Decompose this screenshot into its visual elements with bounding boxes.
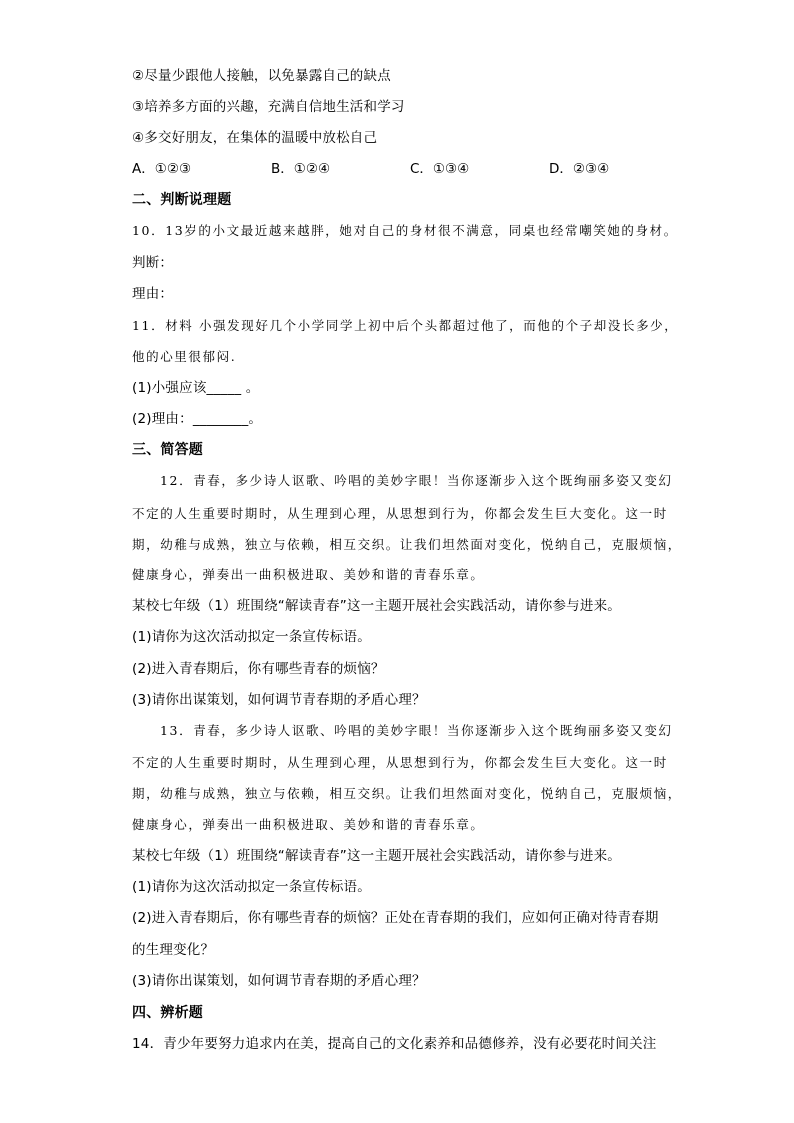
q12-para-line-3: 期，幼稚与成熟，独立与依赖，相互交织。让我们坦然面对变化，悦纳自己，克服烦恼， xyxy=(132,537,682,552)
q9-option-b: B．①②④ xyxy=(271,161,331,177)
q12-para-line-4: 健康身心，弹奏出一曲积极进取、美妙和谐的青春乐章。 xyxy=(132,567,485,582)
q11-sub-1: (1)小强应该_____ 。 xyxy=(132,380,260,396)
q11-sub-2: (2)理由：________。 xyxy=(132,411,263,427)
q11-stem-line-1: 11．材料 小强发现好几个小学同学上初中后个头都超过他了，而他的个子却没长多少， xyxy=(132,318,679,333)
q13-intro: 某校七年级（1）班围绕“解读青春”这一主题开展社会实践活动，请你参与进来。 xyxy=(132,848,621,864)
q9-option-a: A．①②③ xyxy=(132,161,192,177)
q13-para-line-4: 健康身心，弹奏出一曲积极进取、美妙和谐的青春乐章。 xyxy=(132,817,485,832)
q12-para-line-2: 不定的人生重要时期时，从生理到心理，从思想到行为，你都会发生巨大变化。这一时 xyxy=(132,506,668,521)
q9-item-2: ②尽量少跟他人接触，以免暴露自己的缺点 xyxy=(132,68,391,84)
q12-para-line-1: 12．青春，多少诗人讴歌、吟唱的美妙字眼！当你逐渐步入这个既绚丽多姿又变幻 xyxy=(160,473,673,488)
q9-item-4: ④多交好朋友，在集体的温暖中放松自己 xyxy=(132,130,378,146)
q12-sub-2: (2)进入青春期后，你有哪些青春的烦恼？ xyxy=(132,661,385,677)
q13-sub-3: (3)请你出谋策划，如何调节青春期的矛盾心理？ xyxy=(132,973,426,989)
q13-sub-2-line-2: 的生理变化？ xyxy=(132,942,215,958)
q9-option-d: D．②③④ xyxy=(549,161,610,177)
q11-stem-line-2: 他的心里很郁闷. xyxy=(132,349,237,364)
section-4-title: 四、辨析题 xyxy=(132,1005,203,1021)
q9-option-c: C．①③④ xyxy=(410,161,470,177)
q13-sub-2-line-1: (2)进入青春期后，你有哪些青春的烦恼？正处在青春期的我们，应如何正确对待青春期 xyxy=(132,910,659,926)
q13-para-line-2: 不定的人生重要时期时，从生理到心理，从思想到行为，你都会发生巨大变化。这一时 xyxy=(132,755,668,770)
q12-sub-1: (1)请你为这次活动拟定一条宣传标语。 xyxy=(132,629,371,645)
q13-sub-1: (1)请你为这次活动拟定一条宣传标语。 xyxy=(132,879,371,895)
q13-para-line-1: 13．青春，多少诗人讴歌、吟唱的美妙字眼！当你逐渐步入这个既绚丽多姿又变幻 xyxy=(160,723,673,738)
q12-sub-3: (3)请你出谋策划，如何调节青春期的矛盾心理？ xyxy=(132,692,426,708)
q9-item-3: ③培养多方面的兴趣，充满自信地生活和学习 xyxy=(132,99,405,115)
section-2-title: 二、判断说理题 xyxy=(132,192,232,208)
q12-intro: 某校七年级（1）班围绕“解读青春”这一主题开展社会实践活动，请你参与进来。 xyxy=(132,598,621,614)
q10-stem: 10．13岁的小文最近越来越胖，她对自己的身材很不满意，同桌也经常嘲笑她的身材。 xyxy=(132,223,678,238)
q10-judge-label: 判断： xyxy=(132,255,174,271)
q10-reason-label: 理由： xyxy=(132,286,174,302)
q14-stem-line-1: 14．青少年要努力追求内在美，提高自己的文化素养和品德修养，没有必要花时间关注 xyxy=(132,1036,657,1052)
q13-para-line-3: 期，幼稚与成熟，独立与依赖，相互交织。让我们坦然面对变化，悦纳自己，克服烦恼， xyxy=(132,786,682,801)
section-3-title: 三、简答题 xyxy=(132,442,203,458)
